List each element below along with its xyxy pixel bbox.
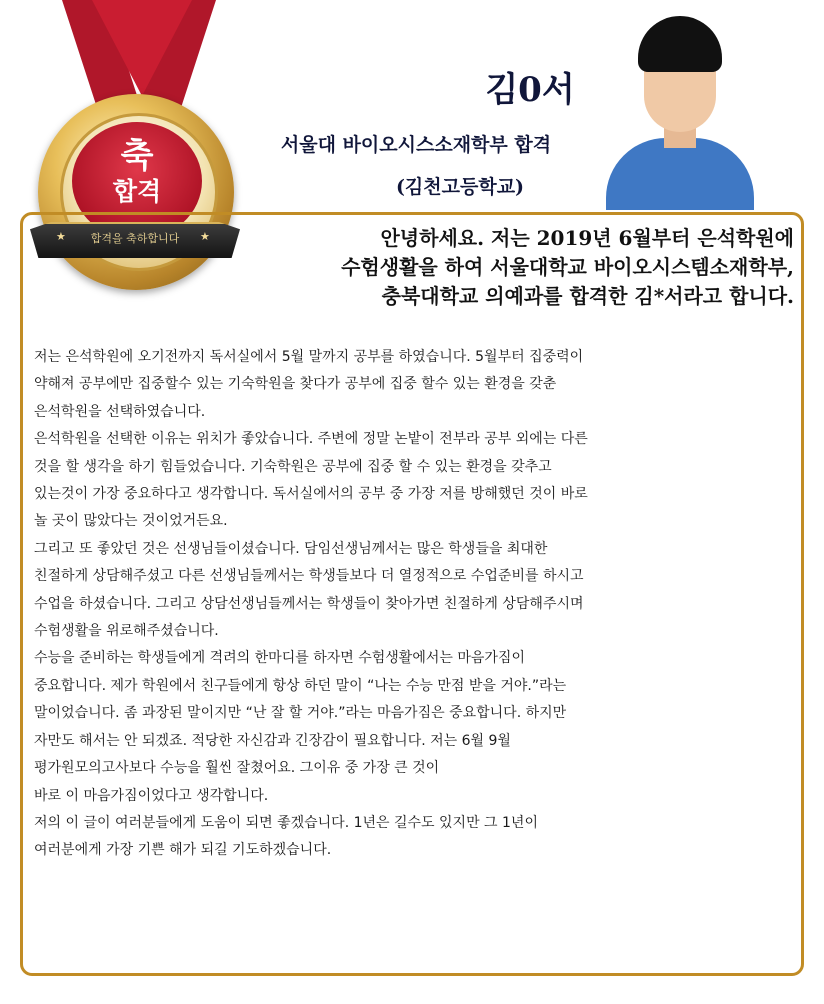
body-line: 수능을 준비하는 학생들에게 격려의 한마디를 하자면 수험생활에서는 마음가짐이 [34, 650, 525, 667]
medal-title-hapgyeok: 합격 [112, 177, 162, 206]
body-line: 여러분에게 가장 기쁜 해가 되길 기도하겠습니다. [34, 842, 332, 859]
student-photo [606, 6, 754, 210]
body-line: 은석학원을 선택하였습니다. [34, 403, 206, 420]
body-line: 그리고 또 좋았던 것은 선생님들이셨습니다. 담임선생님께서는 많은 학생들을 최대한 [34, 540, 548, 557]
body-line: 중요합니다. 제가 학원에서 친구들에게 항상 하던 말이 “나는 수능 만점 받을 거야.”라는 [34, 677, 567, 694]
intro-line: 수험생활을 하여 서울대학교 바이오시스템소재학부, [341, 255, 794, 279]
intro-line: 안녕하세요. 저는 2019년 6월부터 은석학원에 [380, 226, 794, 250]
body-line: 말이었습니다. 좀 과장된 말이지만 “난 잘 할 거야.”라는 마음가짐은 중요합니다. 하지만 [34, 705, 567, 722]
photo-shirt [606, 138, 754, 210]
high-school: (김천고등학교) [395, 176, 525, 198]
intro-line: 충북대학교 의예과를 합격한 김*서라고 합니다. [381, 284, 794, 308]
intro-heading [230, 224, 794, 311]
body-line: 것을 할 생각을 하기 힘들었습니다. 기숙학원은 공부에 집중 할 수 있는 환경을 갖추고 [34, 458, 552, 475]
body-line: 자만도 해서는 안 되겠죠. 적당한 자신감과 긴장감이 필요합니다. 저는 6월 9월 [34, 732, 511, 749]
photo-hair [638, 16, 722, 72]
admission-result: 서울대 바이오시스소재학부 합격 [280, 134, 552, 156]
body-line: 저는 은석학원에 오기전까지 독서실에서 5월 말까지 공부를 하였습니다. 5월부터 집중력이 [34, 349, 584, 365]
medal-banner-text: 합격을 축하합니다 [90, 232, 180, 245]
body-line: 저의 이 글이 여러분들에게 도움이 되면 좋겠습니다. 1년은 길수도 있지만 그 1년이 [34, 814, 538, 831]
body-line: 친절하게 상담해주셨고 다른 선생님들께서는 학생들보다 더 열정적으로 수업준비를 하시고 [34, 568, 584, 585]
body-line: 놀 곳이 많았다는 것이었거든요. [34, 513, 228, 530]
student-name: 김0서 [485, 70, 575, 110]
body-line: 수험생활을 위로해주셨습니다. [34, 623, 219, 640]
medal-title-chuk: 축 [120, 136, 154, 176]
star-icon: ★ [200, 230, 210, 243]
body-line: 바로 이 마음가짐이었다고 생각합니다. [34, 787, 269, 804]
star-icon: ★ [56, 230, 66, 243]
body-line: 평가원모의고사보다 수능을 훨씬 잘쳤어요. 그이유 중 가장 큰 것이 [34, 760, 440, 777]
body-line: 수업을 하셨습니다. 그리고 상담선생님들께서는 학생들이 찾아가면 친절하게 상담해주시며 [34, 595, 584, 612]
body-line: 은석학원을 선택한 이유는 위치가 좋았습니다. 주변에 정말 논밭이 전부라 공부 외에는 다른 [34, 431, 588, 448]
testimonial-body [34, 344, 794, 865]
body-line: 있는것이 가장 중요하다고 생각합니다. 독서실에서의 공부 중 가장 저를 방해했던 것이 바로 [34, 486, 588, 503]
body-line: 약해져 공부에만 집중할수 있는 기숙학원을 찾다가 공부에 집중 할수 있는 환경을 갖춘 [34, 376, 557, 393]
